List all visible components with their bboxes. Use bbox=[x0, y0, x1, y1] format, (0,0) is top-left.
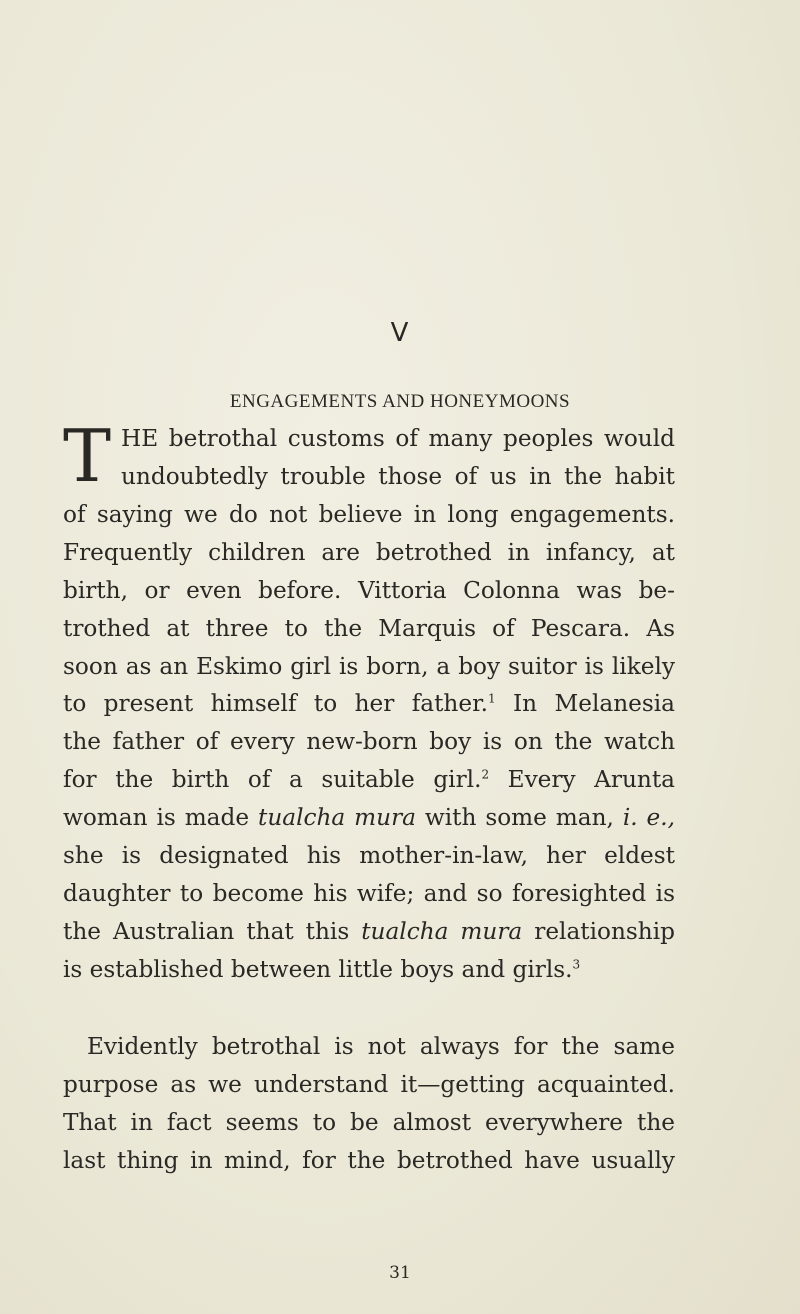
line-text: relationship bbox=[522, 917, 676, 945]
drop-cap: T bbox=[63, 414, 112, 498]
chapter-number: V bbox=[390, 318, 410, 348]
opening-lines bbox=[121, 420, 675, 496]
italic-term: tualcha mura bbox=[361, 917, 523, 945]
body-text bbox=[63, 496, 675, 989]
text-line-footnote-1 bbox=[63, 685, 675, 723]
text-line: Frequently children are betrothed in infancy, at bbox=[63, 538, 675, 566]
footnote-marker: 2 bbox=[481, 767, 490, 782]
italic-term: tualcha mura bbox=[258, 804, 416, 832]
text-line-footnote-2 bbox=[63, 761, 675, 799]
text-line: she is designated his mother-in-law, her eldest bbox=[63, 842, 675, 870]
text-line: the father of every new-born boy is on the watch bbox=[63, 728, 675, 756]
paragraph-2-first-line bbox=[87, 1028, 675, 1066]
line-text: In Melanesia bbox=[495, 690, 675, 718]
text-line: birth, or even before. Vittoria Colonna was be- bbox=[63, 576, 675, 604]
text-line: trothed at three to the Marquis of Pescara. As bbox=[63, 614, 675, 642]
chapter-title: ENGAGEMENTS AND HONEYMOONS bbox=[229, 391, 571, 412]
text-line: daughter to become his wife; and so foresighted is bbox=[63, 879, 675, 907]
line-text: to present himself to her father. bbox=[63, 690, 488, 718]
text-line: That in fact seems to be almost everywhere the bbox=[63, 1108, 675, 1136]
text-line: undoubtedly trouble those of us in the habit bbox=[121, 462, 675, 490]
text-line-footnote-3 bbox=[63, 951, 675, 989]
text-line: last thing in mind, for the betrothed have usually bbox=[63, 1146, 675, 1174]
line-text: with some man, bbox=[415, 804, 623, 832]
text-line-italic-2 bbox=[63, 913, 675, 951]
line-text: Every Arunta bbox=[489, 766, 675, 794]
line-text: for the birth of a suitable girl. bbox=[63, 766, 482, 794]
text-line: purpose as we understand it—getting acquainted. bbox=[63, 1071, 675, 1098]
text-line-italic-1 bbox=[63, 799, 675, 837]
line-text: the Australian that this bbox=[63, 917, 362, 945]
footnote-marker: 3 bbox=[572, 956, 581, 971]
text-line: Evidently betrothal is not always for the same bbox=[87, 1033, 675, 1060]
line-text: is established between little boys and girls. bbox=[63, 955, 573, 983]
line-text: woman is made bbox=[63, 804, 258, 832]
text-line: of saying we do not believe in long engagements. bbox=[63, 501, 675, 528]
footnote-marker: 1 bbox=[487, 691, 496, 706]
text-line: soon as an Eskimo girl is born, a boy suitor is likely bbox=[63, 652, 675, 680]
page-number: 31 bbox=[389, 1263, 411, 1283]
italic-abbrev: i. e., bbox=[622, 804, 676, 832]
paragraph-2 bbox=[63, 1066, 675, 1180]
text-line: HE betrothal customs of many peoples would bbox=[121, 425, 675, 452]
